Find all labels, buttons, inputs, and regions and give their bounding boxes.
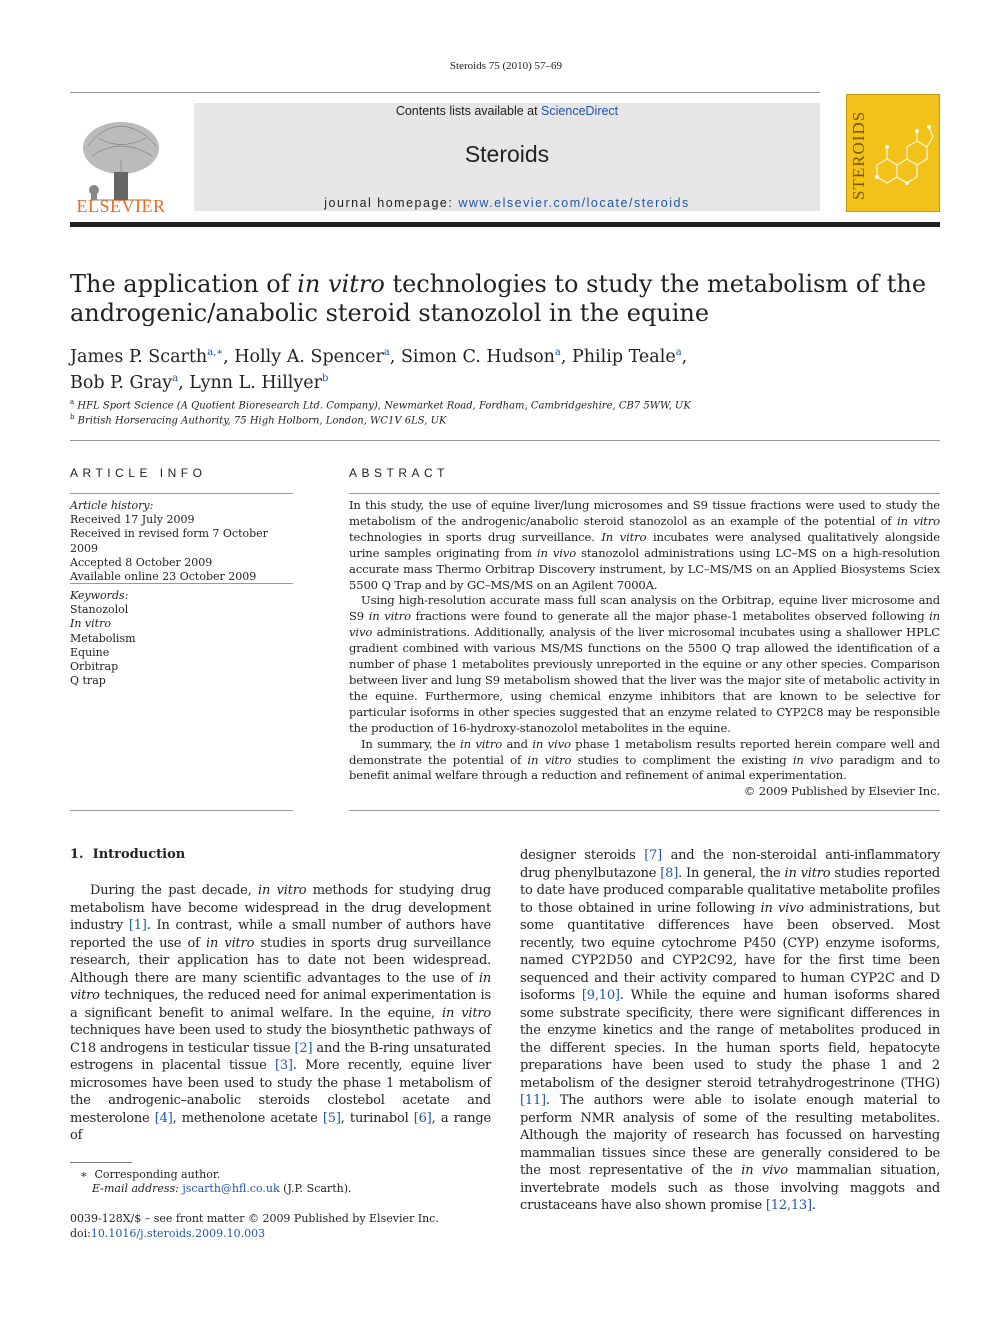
text-run: studies reported to date have produced comparable qualitative metabolite profiles to those obtained in urine following	[520, 865, 940, 916]
intro-paragraph	[70, 882, 491, 1145]
keywords	[70, 589, 293, 688]
text-run: techniques, the reduced need for animal experimentation is a significant benefit to animal welfare. In the equine,	[70, 988, 491, 1021]
italic-term: in vivo	[760, 900, 804, 916]
text-run: administrations. Additionally, analysis of the liver microsomal incubates using a shallower HPLC gradient combined with various MS/MS functions on the 5500 Q trap allowed the identification of a number of phase 1 metabolites previously unreported in the equine or any other species. Comparison between liver and lung S9 metabolism showed that the liver was the major site of metabolic activity in the equine. Furthermore, using chemical enzyme inhibitors that are known to be selective for particular isoforms in other species suggested that an enzyme related to CYP2C8 may be responsible the production of 16-hydroxy-stanozolol metabolites in the equine.	[349, 625, 940, 735]
text-run: . In general, the	[678, 865, 785, 881]
history-item: Accepted 8 October 2009	[70, 555, 213, 569]
author[interactable]: James P. Scarth$^{a,∗}$	[70, 346, 224, 367]
text-run: . More recently, equine liver microsomes have been used to study the phase 1 metabolism of the androgenic–anabolic steroids clostebol acetate and mesterolone	[70, 1058, 491, 1126]
citation-link[interactable]: [4]	[154, 1110, 173, 1126]
issn-line: 0039-128X/$ – see front matter © 2009 Published by Elsevier Inc.	[70, 1212, 439, 1225]
journal-reference: Steroids 75 (2010) 57–69	[449, 60, 563, 72]
text-run: , a range of	[70, 1110, 491, 1143]
introduction-heading: 1. Introduction	[70, 847, 186, 862]
citation-link[interactable]: [7]	[644, 848, 663, 863]
citation-link[interactable]: [3]	[274, 1058, 293, 1073]
intro-paragraph-continued	[520, 847, 940, 1215]
keyword: Metabolism	[70, 631, 136, 645]
email-label: E-mail address:	[92, 1182, 183, 1195]
author-list: James P. Scarth$^{a,∗}$, Holly A. Spencer$^a$, Simon C. Hudson$^a$, Philip Teale$^a$, Bob P. Gray$^a$, Lynn L. Hillyer$^b$	[70, 346, 688, 393]
abstract-body	[349, 498, 940, 800]
italic-term: in vitro	[897, 513, 940, 528]
keyword: In vitro	[70, 617, 111, 631]
corresponding-author-note: ∗ Corresponding author.	[80, 1168, 221, 1181]
article-title	[70, 270, 930, 328]
text-run: methods for studying drug metabolism have become widespread in the drug development industry	[70, 883, 491, 933]
doi-label: doi:	[70, 1227, 91, 1240]
intro-left-column	[70, 882, 491, 1145]
text-run: . In contrast, while a small number of authors have reported the use of	[70, 918, 492, 951]
italic-term: in vivo	[532, 736, 571, 751]
italic-term: in vitro	[368, 609, 411, 624]
abstract-bottom-rule	[349, 810, 940, 811]
text-run: and the B-ring unsaturated estrogens in placental tissue	[70, 1040, 491, 1073]
text-run: and	[502, 736, 533, 751]
citation-link[interactable]: [8]	[660, 865, 679, 881]
affiliation-rule	[70, 440, 940, 441]
text-run: stanozolol administrations using LC–MS on a high-resolution accurate mass Thermo Orbitrap Discovery instrument, by LC–MS/MS on an Applied Biosystems Sciex 5500 Q Trap and by GC–MS/MS on an Agilent 7000A.	[349, 545, 940, 592]
italic-term: in vitro	[70, 970, 491, 1003]
keyword: Orbitrap	[70, 660, 119, 674]
text-run: Using high-resolution accurate mass full scan analysis on the Orbitrap, equine liver microsome and S9	[349, 593, 940, 624]
citation-link[interactable]: [9,10]	[581, 988, 620, 1003]
keyword: Equine	[70, 645, 110, 659]
text-run: In summary, the	[361, 736, 461, 751]
footnote-rule	[70, 1162, 132, 1163]
doi-line	[70, 1227, 265, 1242]
italic-term: in vitro	[206, 935, 255, 951]
text-run: , turinabol	[340, 1110, 414, 1126]
text-run: fractions were found to generate all the major phase-1 metabolites observed following	[410, 609, 930, 624]
text-run: and the non-steroidal anti-inflammatory drug phenylbutazone	[520, 848, 940, 881]
abstract-heading: ABSTRACT	[349, 466, 450, 480]
text-run: incubates were analysed qualitatively alongside urine samples originating from	[349, 529, 941, 560]
text-run: paradigm and to benefit animal welfare through a reduction and refinement of animal experimentation.	[349, 752, 940, 783]
title-italic: in vitro	[297, 270, 385, 298]
history-item: Received 17 July 2009	[70, 513, 195, 527]
history-label: Article history:	[70, 499, 154, 512]
article-info-rule	[70, 493, 293, 494]
abstract-paragraph-3	[349, 737, 940, 785]
italic-term: in vitro	[784, 865, 831, 881]
citation-link[interactable]: [2]	[294, 1040, 313, 1056]
author: Philip Teale$^a$	[572, 346, 682, 367]
article-info-bottom-rule	[70, 810, 293, 811]
italic-term: In vitro	[601, 529, 647, 544]
contents-line	[194, 104, 820, 118]
author: Simon C. Hudson$^a$	[400, 346, 561, 367]
keywords-rule	[70, 583, 293, 584]
sciencedirect-link[interactable]: ScienceDirect	[541, 104, 619, 118]
elsevier-wordmark: ELSEVIER	[76, 196, 166, 216]
doi-link[interactable]: 10.1016/j.steroids.2009.10.003	[90, 1227, 266, 1240]
italic-term: in vivo	[741, 1163, 788, 1178]
keyword: Stanozolol	[70, 603, 129, 617]
header-thick-rule	[70, 222, 940, 227]
contents-prefix: Contents lists available at	[395, 104, 542, 118]
text-run: . The authors were able to isolate enough material to perform NMR analysis of some of the resulting metabolites. Although the majority of research has focussed on harvesting mammalian tissues since these are generally considered to be the most representative of the	[520, 1093, 940, 1178]
affiliation-a: $^a$ HFL Sport Science (A Quotient Bioresearch Ltd. Company), Newmarket Road, Fordham, Cambridgeshire, CB7 5WW, UK	[70, 398, 691, 412]
italic-term: in vitro	[442, 1005, 491, 1021]
homepage-link[interactable]: www.elsevier.com/locate/steroids	[458, 196, 690, 210]
text-run: studies in sports drug surveillance research, their application has to date not been widespread. Although there are many scientific advantages to the use of	[70, 935, 491, 986]
italic-term: in vitro	[258, 883, 307, 898]
copyright-notice: © 2009 Published by Elsevier Inc.	[743, 784, 940, 799]
abstract-rule	[349, 493, 940, 494]
abstract-paragraph-1	[349, 498, 940, 593]
title-part2: technologies to study the metabolism of the androgenic/anabolic steroid stanozolol in the equine	[70, 270, 927, 327]
journal-name: Steroids	[464, 141, 550, 167]
affiliation-b: $^b$ British Horseracing Authority, 75 High Holborn, London, WC1V 6LS, UK	[70, 413, 447, 427]
title-part1: The application of	[70, 270, 298, 298]
text-run: techniques have been used to study the biosynthetic pathways of C18 androgens in testicular tissue	[70, 1023, 491, 1056]
text-run: , methenolone acetate	[172, 1110, 323, 1126]
text-run: administrations, but some quantitative differences have been observed. Most recently, two equine cytochrome P450 (CYP) enzyme isoforms, named CYP2D50 and CYP2C92, have for the first time been sequenced and their activity compared to human CYP2C and D isoforms	[520, 900, 940, 1003]
author: Lynn L. Hillyer$^b$	[189, 372, 329, 393]
keyword: Q trap	[70, 674, 106, 688]
citation-link[interactable]: [12,13]	[765, 1198, 812, 1213]
text-run: technologies in sports drug surveillance.	[349, 529, 602, 544]
homepage-line	[194, 196, 820, 210]
italic-term: in vivo	[349, 609, 940, 640]
email-link[interactable]: jscarth@hfl.co.uk	[182, 1182, 280, 1195]
citation-link[interactable]: [1]	[128, 918, 147, 933]
homepage-prefix: journal homepage:	[324, 196, 459, 210]
intro-right-column	[520, 847, 940, 1215]
italic-term: in vitro	[460, 736, 503, 751]
italic-term: in vitro	[527, 752, 572, 767]
text-run: . While the equine and human isoforms shared some substrate specificity, there were significant differences in the enzyme kinetics and the range of metabolites produced in the different species. In the human sports field, hepatocyte preparations have been used to study the phase 1 and 2 metabolism of the designer steroid tetrahydrogestrinone (THG)	[520, 988, 941, 1091]
journal-cover-thumbnail	[846, 94, 940, 212]
italic-term: in vivo	[536, 545, 577, 560]
text-run: During the past decade,	[90, 883, 259, 898]
citation-link[interactable]: [5]	[322, 1110, 341, 1126]
article-info-heading: ARTICLE INFO	[70, 466, 207, 480]
article-history	[70, 499, 293, 584]
header-top-rule	[70, 92, 820, 93]
text-run: .	[811, 1198, 816, 1213]
citation-link[interactable]: [11]	[520, 1093, 546, 1108]
email-note	[92, 1182, 351, 1197]
email-suffix: (J.P. Scarth).	[279, 1182, 352, 1195]
author: Holly A. Spencer$^a$	[234, 346, 390, 367]
history-item: Available online 23 October 2009	[70, 570, 257, 584]
keywords-label: Keywords:	[70, 589, 129, 602]
text-run: phase 1 metabolism results reported herein compare well and demonstrate the potential of	[349, 736, 941, 767]
text-run: mammalian situation, invertebrate models such as those involving maggots and crustaceans have also shown promise	[520, 1163, 940, 1213]
citation-link[interactable]: [6]	[413, 1110, 432, 1126]
abstract-paragraph-2	[349, 593, 940, 736]
text-run: In this study, the use of equine liver/lung microsomes and S9 tissue fractions were used to study the metabolism of the androgenic/anabolic steroid stanozolol as an example of the potential of	[349, 498, 940, 528]
history-item: Received in revised form 7 October 2009	[70, 527, 268, 555]
italic-term: in vivo	[792, 752, 834, 767]
author: Bob P. Gray$^a$	[70, 372, 179, 393]
text-run: designer steroids	[520, 848, 645, 863]
text-run: studies to compliment the existing	[571, 752, 793, 767]
cover-title: STEROIDS	[849, 110, 868, 200]
